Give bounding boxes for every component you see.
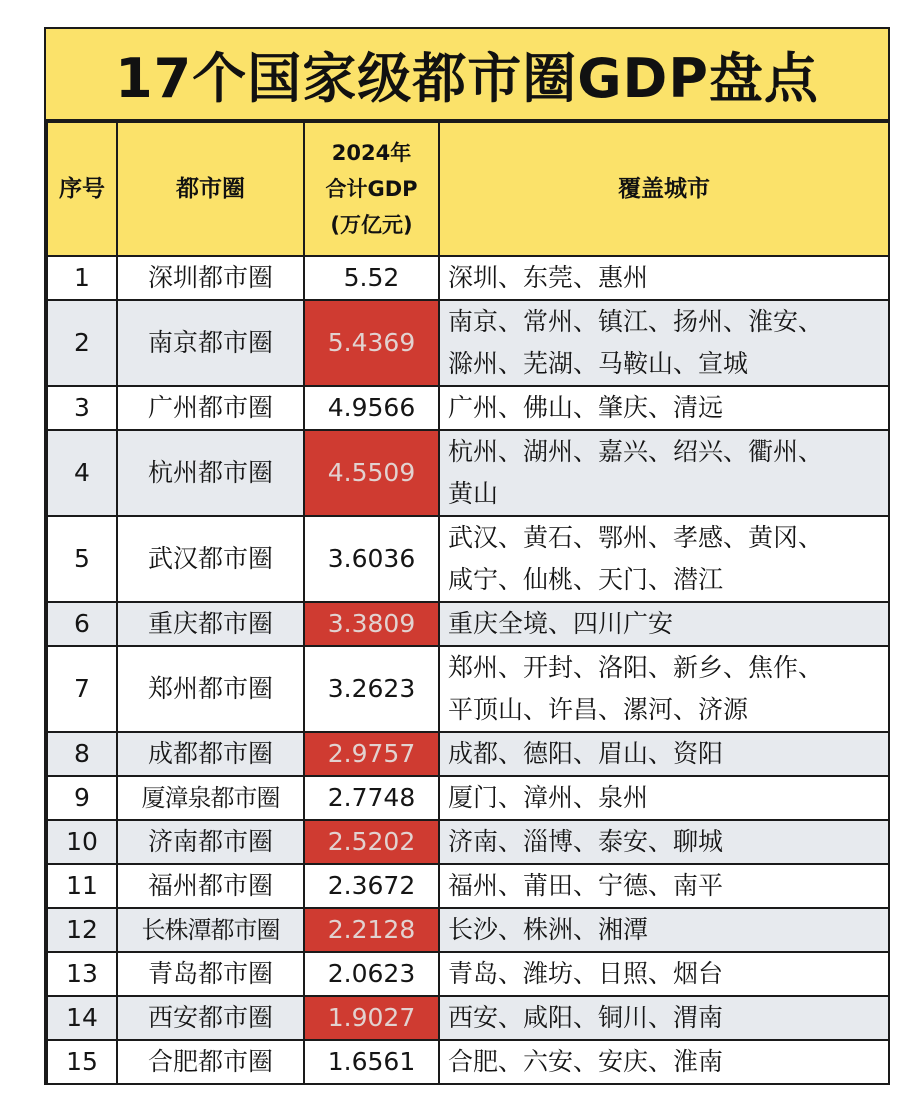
row-cities xyxy=(439,820,889,864)
row-cities xyxy=(439,1040,889,1084)
row-area-name: 重庆都市圈 xyxy=(117,602,304,646)
row-area-name: 济南都市圈 xyxy=(117,820,304,864)
row-index: 13 xyxy=(47,952,117,996)
row-cities-line: 滁州、芜湖、马鞍山、宣城 xyxy=(448,349,749,378)
row-cities-line: 西安、咸阳、铜川、渭南 xyxy=(448,1003,724,1032)
row-cities-line: 黄山 xyxy=(448,479,499,508)
row-area-name: 武汉都市圈 xyxy=(117,516,304,602)
gdp-table xyxy=(46,121,890,1085)
row-index: 8 xyxy=(47,732,117,776)
row-gdp-value: 5.52 xyxy=(304,256,439,300)
row-gdp-value: 4.9566 xyxy=(304,386,439,430)
row-gdp-value: 2.2128 xyxy=(304,908,439,952)
row-area-name: 厦漳泉都市圈 xyxy=(117,776,304,820)
table-row xyxy=(47,864,889,908)
table-row xyxy=(47,256,889,300)
row-cities xyxy=(439,864,889,908)
table-row xyxy=(47,646,889,732)
row-area-name: 西安都市圈 xyxy=(117,996,304,1040)
table-row xyxy=(47,430,889,516)
row-cities xyxy=(439,430,889,516)
row-index: 7 xyxy=(47,646,117,732)
table-row xyxy=(47,776,889,820)
row-cities-line: 合肥、六安、安庆、淮南 xyxy=(448,1047,724,1076)
row-area-name: 南京都市圈 xyxy=(117,300,304,386)
row-gdp-value: 3.2623 xyxy=(304,646,439,732)
row-gdp-value: 2.3672 xyxy=(304,864,439,908)
row-gdp-value: 2.0623 xyxy=(304,952,439,996)
row-area-name: 郑州都市圈 xyxy=(117,646,304,732)
row-cities xyxy=(439,516,889,602)
row-index: 9 xyxy=(47,776,117,820)
header-gdp-label: 合计GDP xyxy=(325,177,418,201)
row-area-name: 长株潭都市圈 xyxy=(117,908,304,952)
row-index: 14 xyxy=(47,996,117,1040)
header-gdp-year: 2024年 xyxy=(331,141,412,165)
header-area: 都市圈 xyxy=(117,122,304,256)
table-row xyxy=(47,386,889,430)
row-cities-line: 长沙、株洲、湘潭 xyxy=(448,915,649,944)
row-cities xyxy=(439,256,889,300)
row-cities-line: 杭州、湖州、嘉兴、绍兴、衢州、 xyxy=(448,437,824,466)
sheet-title: 17个国家级都市圈GDP盘点 xyxy=(46,29,888,121)
row-index: 1 xyxy=(47,256,117,300)
row-area-name: 福州都市圈 xyxy=(117,864,304,908)
header-gdp-unit: (万亿元) xyxy=(330,213,413,237)
header-index: 序号 xyxy=(47,122,117,256)
row-cities-line: 广州、佛山、肇庆、清远 xyxy=(448,393,724,422)
row-gdp-value: 2.5202 xyxy=(304,820,439,864)
row-cities-line: 济南、淄博、泰安、聊城 xyxy=(448,827,724,856)
row-index: 5 xyxy=(47,516,117,602)
row-cities-line: 福州、莆田、宁德、南平 xyxy=(448,871,724,900)
row-index: 4 xyxy=(47,430,117,516)
table-row xyxy=(47,516,889,602)
row-cities-line: 厦门、漳州、泉州 xyxy=(448,783,649,812)
table-row xyxy=(47,996,889,1040)
row-area-name: 合肥都市圈 xyxy=(117,1040,304,1084)
row-cities xyxy=(439,386,889,430)
table-header-row xyxy=(47,122,889,256)
row-cities xyxy=(439,952,889,996)
row-index: 11 xyxy=(47,864,117,908)
row-cities-line: 南京、常州、镇江、扬州、淮安、 xyxy=(448,307,824,336)
row-area-name: 成都都市圈 xyxy=(117,732,304,776)
row-gdp-value: 5.4369 xyxy=(304,300,439,386)
table-row xyxy=(47,908,889,952)
row-cities xyxy=(439,996,889,1040)
row-area-name: 深圳都市圈 xyxy=(117,256,304,300)
table-row xyxy=(47,820,889,864)
row-cities xyxy=(439,776,889,820)
table-row xyxy=(47,1040,889,1084)
table-row xyxy=(47,602,889,646)
row-cities-line: 青岛、潍坊、日照、烟台 xyxy=(448,959,724,988)
row-gdp-value: 3.6036 xyxy=(304,516,439,602)
row-cities-line: 武汉、黄石、鄂州、孝感、黄冈、 xyxy=(448,523,824,552)
gdp-ranking-sheet xyxy=(44,27,890,1085)
header-gdp xyxy=(304,122,439,256)
row-gdp-value: 1.6561 xyxy=(304,1040,439,1084)
row-gdp-value: 3.3809 xyxy=(304,602,439,646)
table-row xyxy=(47,732,889,776)
row-cities-line: 重庆全境、四川广安 xyxy=(448,609,674,638)
row-area-name: 青岛都市圈 xyxy=(117,952,304,996)
row-cities-line: 咸宁、仙桃、天门、潜江 xyxy=(448,565,724,594)
row-gdp-value: 4.5509 xyxy=(304,430,439,516)
row-cities-line: 平顶山、许昌、漯河、济源 xyxy=(448,695,749,724)
header-cities: 覆盖城市 xyxy=(439,122,889,256)
table-row xyxy=(47,952,889,996)
row-gdp-value: 2.9757 xyxy=(304,732,439,776)
row-cities xyxy=(439,300,889,386)
row-cities-line: 深圳、东莞、惠州 xyxy=(448,263,649,292)
row-index: 12 xyxy=(47,908,117,952)
row-index: 10 xyxy=(47,820,117,864)
row-area-name: 广州都市圈 xyxy=(117,386,304,430)
row-area-name: 杭州都市圈 xyxy=(117,430,304,516)
row-gdp-value: 1.9027 xyxy=(304,996,439,1040)
row-gdp-value: 2.7748 xyxy=(304,776,439,820)
row-index: 6 xyxy=(47,602,117,646)
row-cities-line: 郑州、开封、洛阳、新乡、焦作、 xyxy=(448,653,824,682)
table-row xyxy=(47,300,889,386)
row-cities xyxy=(439,732,889,776)
row-index: 3 xyxy=(47,386,117,430)
row-cities xyxy=(439,602,889,646)
row-cities xyxy=(439,646,889,732)
row-cities xyxy=(439,908,889,952)
row-index: 2 xyxy=(47,300,117,386)
row-cities-line: 成都、德阳、眉山、资阳 xyxy=(448,739,724,768)
row-index: 15 xyxy=(47,1040,117,1084)
